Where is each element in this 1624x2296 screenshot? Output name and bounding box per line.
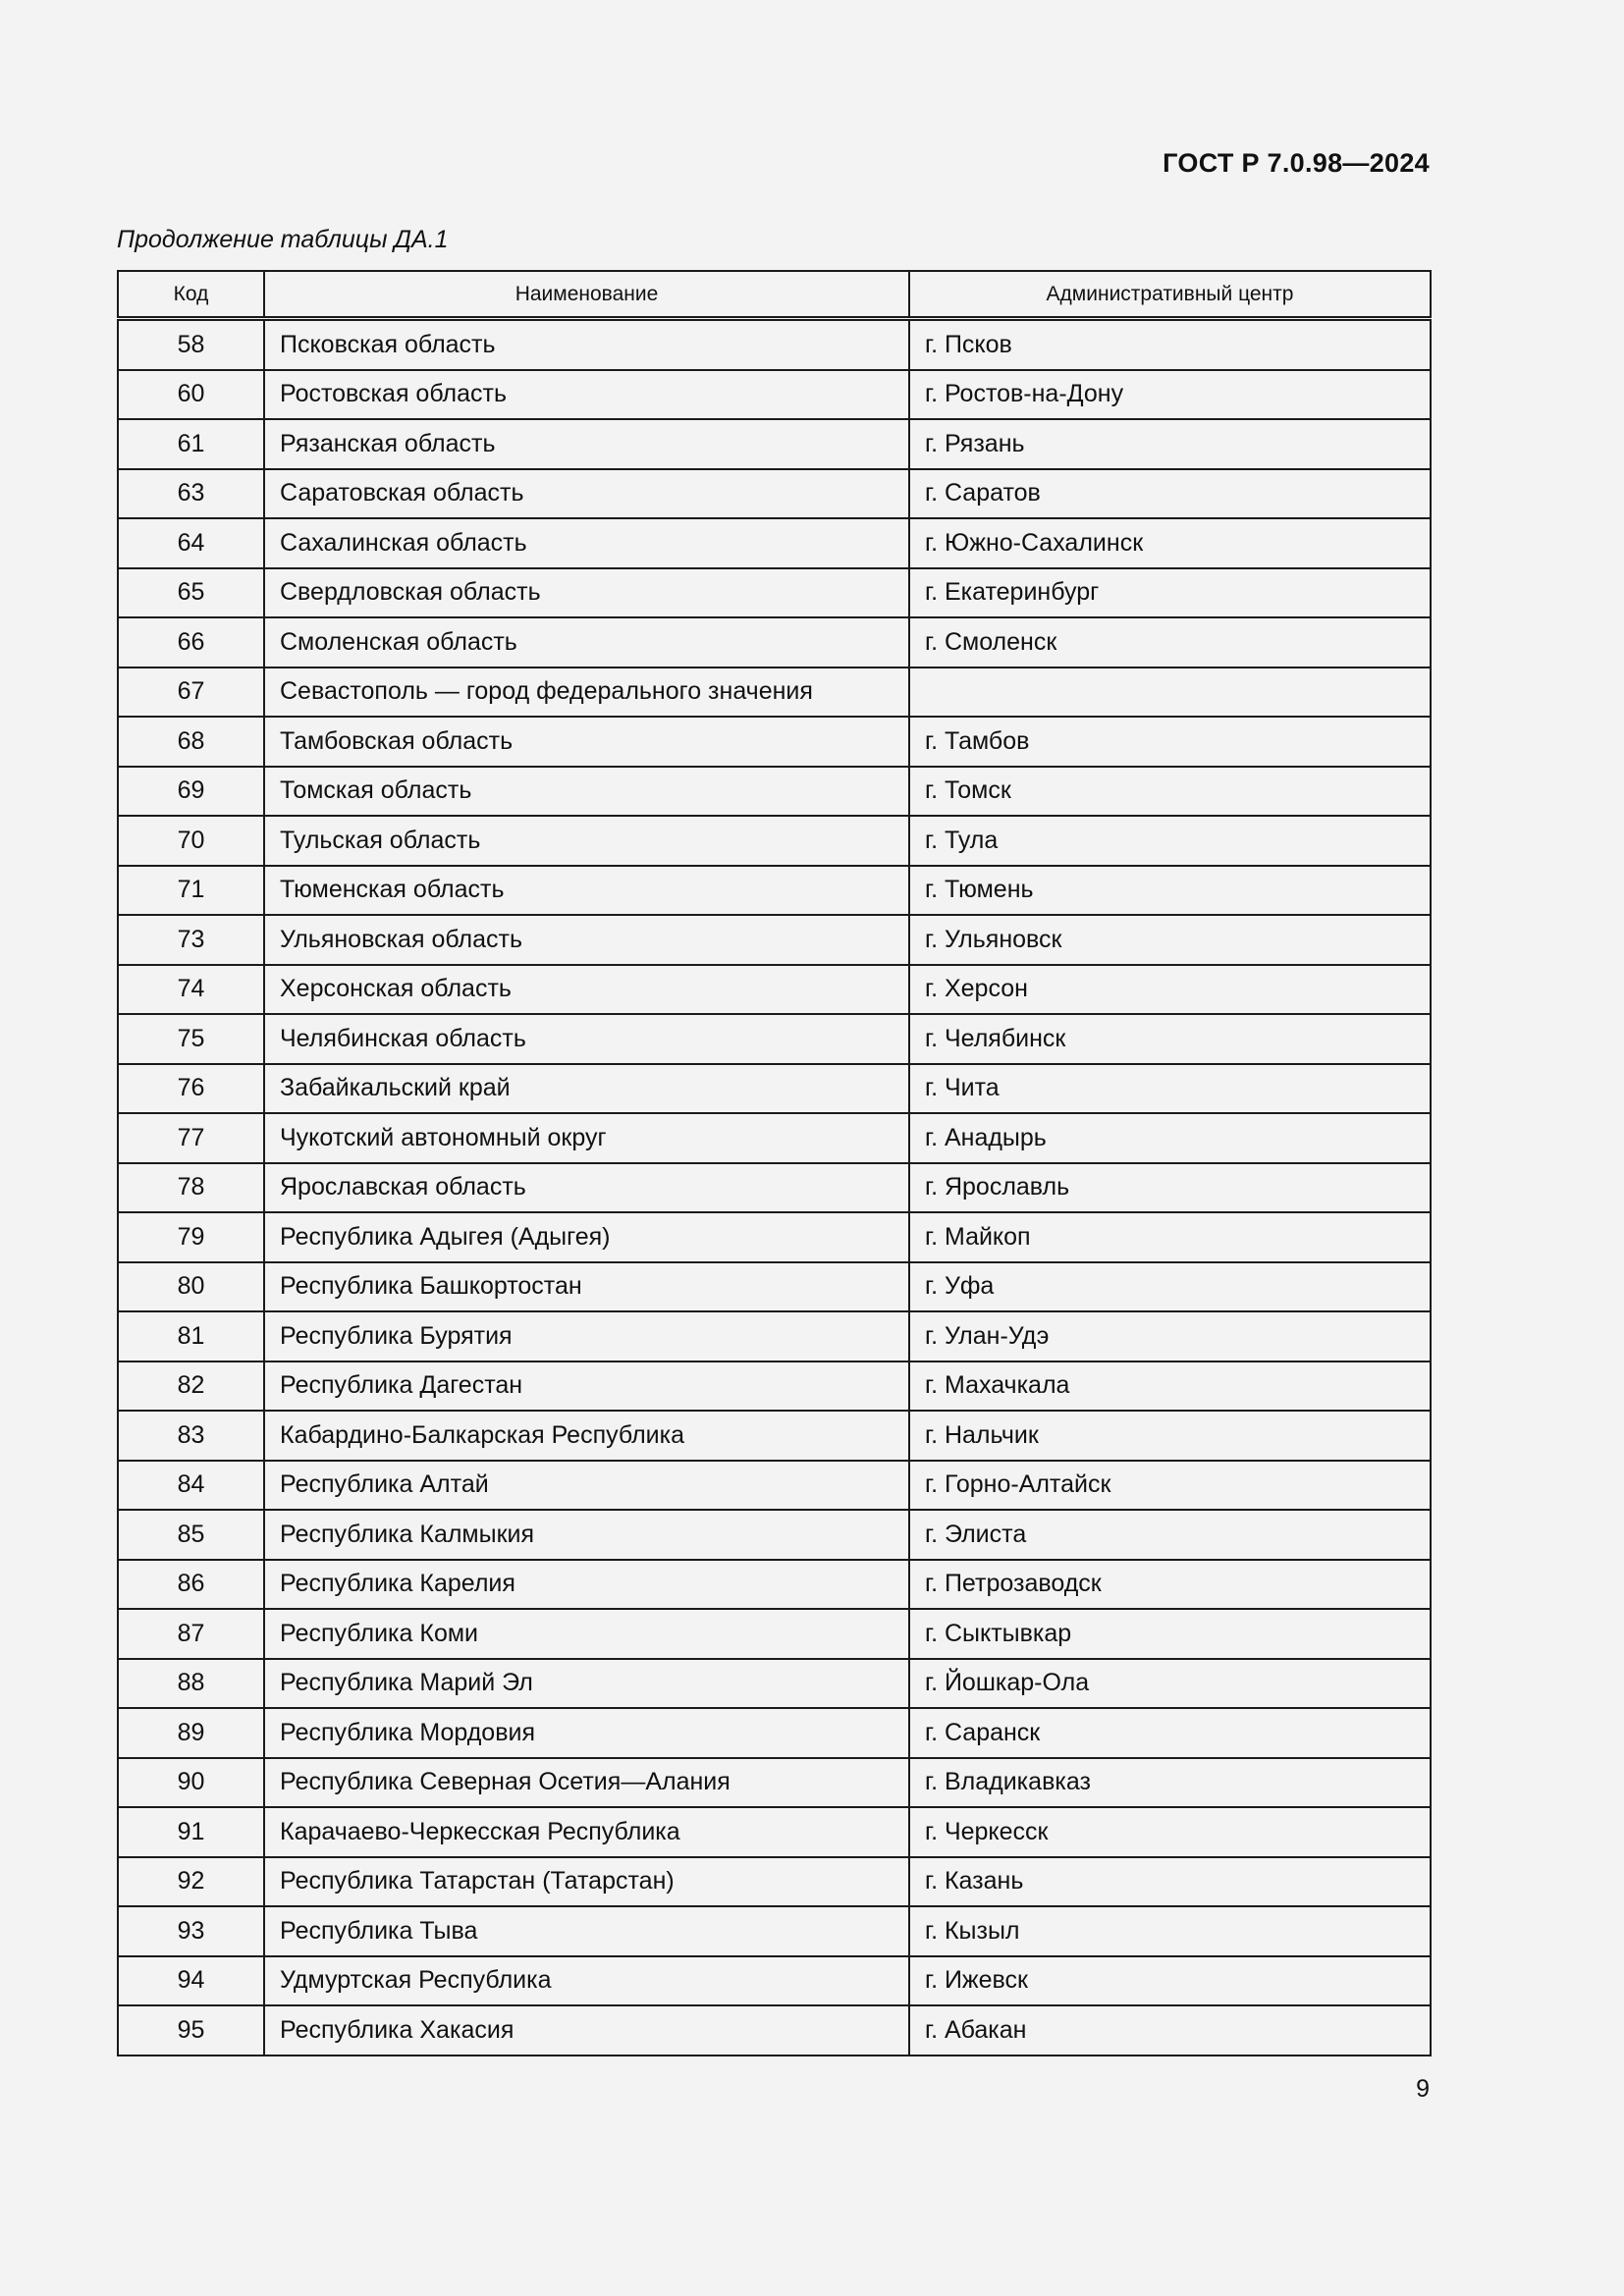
cell-name: Республика Алтай — [264, 1461, 909, 1511]
cell-code: 67 — [118, 667, 264, 718]
cell-name: Республика Башкортостан — [264, 1262, 909, 1312]
cell-code: 58 — [118, 319, 264, 370]
cell-center: г. Улан-Удэ — [909, 1311, 1431, 1362]
table-row — [118, 717, 1431, 767]
cell-name: Республика Калмыкия — [264, 1510, 909, 1560]
table-row — [118, 2005, 1431, 2056]
cell-name: Сахалинская область — [264, 518, 909, 568]
cell-code: 94 — [118, 1956, 264, 2006]
table-row — [118, 1362, 1431, 1412]
cell-center: г. Псков — [909, 319, 1431, 370]
cell-center — [909, 667, 1431, 718]
cell-center: г. Нальчик — [909, 1411, 1431, 1461]
cell-center: г. Южно-Сахалинск — [909, 518, 1431, 568]
cell-name: Тюменская область — [264, 866, 909, 916]
cell-center: г. Тула — [909, 816, 1431, 866]
cell-name: Севастополь — город федерального значения — [264, 667, 909, 718]
cell-name: Томская область — [264, 767, 909, 817]
cell-code: 70 — [118, 816, 264, 866]
cell-center: г. Казань — [909, 1857, 1431, 1907]
cell-code: 86 — [118, 1560, 264, 1610]
table-row — [118, 1708, 1431, 1758]
table-row — [118, 667, 1431, 718]
cell-center: г. Горно-Алтайск — [909, 1461, 1431, 1511]
cell-code: 78 — [118, 1163, 264, 1213]
cell-code: 74 — [118, 965, 264, 1015]
table-row — [118, 568, 1431, 618]
table-row — [118, 518, 1431, 568]
cell-name: Чукотский автономный округ — [264, 1113, 909, 1163]
cell-center: г. Томск — [909, 767, 1431, 817]
table-row — [118, 370, 1431, 420]
cell-center: г. Челябинск — [909, 1014, 1431, 1064]
cell-name: Псковская область — [264, 319, 909, 370]
table-row — [118, 1807, 1431, 1857]
table-row — [118, 1857, 1431, 1907]
cell-code: 95 — [118, 2005, 264, 2056]
cell-code: 61 — [118, 419, 264, 469]
cell-center: г. Махачкала — [909, 1362, 1431, 1412]
regions-table — [117, 270, 1432, 2056]
cell-code: 60 — [118, 370, 264, 420]
cell-code: 82 — [118, 1362, 264, 1412]
cell-code: 65 — [118, 568, 264, 618]
table-row — [118, 469, 1431, 519]
cell-code: 73 — [118, 915, 264, 965]
cell-name: Республика Хакасия — [264, 2005, 909, 2056]
table-row — [118, 617, 1431, 667]
cell-center: г. Сыктывкар — [909, 1609, 1431, 1659]
table-caption: Продолжение таблицы ДА.1 — [117, 226, 449, 253]
cell-name: Херсонская область — [264, 965, 909, 1015]
cell-code: 93 — [118, 1906, 264, 1956]
cell-center: г. Херсон — [909, 965, 1431, 1015]
cell-center: г. Чита — [909, 1064, 1431, 1114]
cell-name: Саратовская область — [264, 469, 909, 519]
table-row — [118, 1311, 1431, 1362]
cell-name: Смоленская область — [264, 617, 909, 667]
cell-center: г. Майкоп — [909, 1212, 1431, 1262]
cell-code: 89 — [118, 1708, 264, 1758]
table-row — [118, 1510, 1431, 1560]
cell-code: 79 — [118, 1212, 264, 1262]
cell-code: 68 — [118, 717, 264, 767]
cell-name: Республика Тыва — [264, 1906, 909, 1956]
cell-code: 85 — [118, 1510, 264, 1560]
table-row — [118, 965, 1431, 1015]
cell-center: г. Тюмень — [909, 866, 1431, 916]
table-row — [118, 1212, 1431, 1262]
cell-name: Челябинская область — [264, 1014, 909, 1064]
page-number: 9 — [1416, 2075, 1430, 2103]
cell-name: Республика Карелия — [264, 1560, 909, 1610]
cell-center: г. Ульяновск — [909, 915, 1431, 965]
cell-code: 92 — [118, 1857, 264, 1907]
cell-name: Республика Дагестан — [264, 1362, 909, 1412]
column-header-name: Наименование — [264, 271, 909, 319]
cell-name: Республика Марий Эл — [264, 1659, 909, 1709]
cell-name: Карачаево-Черкесская Республика — [264, 1807, 909, 1857]
cell-name: Рязанская область — [264, 419, 909, 469]
cell-center: г. Рязань — [909, 419, 1431, 469]
cell-name: Тульская область — [264, 816, 909, 866]
cell-code: 90 — [118, 1758, 264, 1808]
cell-name: Тамбовская область — [264, 717, 909, 767]
cell-code: 83 — [118, 1411, 264, 1461]
table-row — [118, 1064, 1431, 1114]
cell-center: г. Черкесск — [909, 1807, 1431, 1857]
cell-center: г. Саратов — [909, 469, 1431, 519]
table-row — [118, 1262, 1431, 1312]
cell-name: Ростовская область — [264, 370, 909, 420]
cell-code: 69 — [118, 767, 264, 817]
column-header-code: Код — [118, 271, 264, 319]
table-row — [118, 1014, 1431, 1064]
cell-code: 80 — [118, 1262, 264, 1312]
cell-code: 87 — [118, 1609, 264, 1659]
cell-name: Ярославская область — [264, 1163, 909, 1213]
cell-code: 77 — [118, 1113, 264, 1163]
table-row — [118, 319, 1431, 370]
table-row — [118, 816, 1431, 866]
cell-center: г. Тамбов — [909, 717, 1431, 767]
table-row — [118, 1906, 1431, 1956]
table-row — [118, 915, 1431, 965]
table-row — [118, 1163, 1431, 1213]
table-body — [118, 319, 1431, 2056]
cell-center: г. Кызыл — [909, 1906, 1431, 1956]
column-header-center: Административный центр — [909, 271, 1431, 319]
table-row — [118, 1560, 1431, 1610]
table-row — [118, 767, 1431, 817]
table-row — [118, 1411, 1431, 1461]
cell-name: Республика Адыгея (Адыгея) — [264, 1212, 909, 1262]
cell-code: 76 — [118, 1064, 264, 1114]
cell-name: Забайкальский край — [264, 1064, 909, 1114]
cell-name: Свердловская область — [264, 568, 909, 618]
table-row — [118, 1659, 1431, 1709]
table-row — [118, 1113, 1431, 1163]
cell-center: г. Петрозаводск — [909, 1560, 1431, 1610]
cell-center: г. Анадырь — [909, 1113, 1431, 1163]
cell-code: 66 — [118, 617, 264, 667]
cell-code: 84 — [118, 1461, 264, 1511]
table-row — [118, 1956, 1431, 2006]
cell-code: 91 — [118, 1807, 264, 1857]
cell-name: Республика Северная Осетия—Алания — [264, 1758, 909, 1808]
cell-code: 81 — [118, 1311, 264, 1362]
cell-center: г. Уфа — [909, 1262, 1431, 1312]
cell-code: 63 — [118, 469, 264, 519]
cell-code: 71 — [118, 866, 264, 916]
cell-name: Республика Бурятия — [264, 1311, 909, 1362]
cell-center: г. Екатеринбург — [909, 568, 1431, 618]
cell-center: г. Саранск — [909, 1708, 1431, 1758]
cell-name: Республика Мордовия — [264, 1708, 909, 1758]
document-code: ГОСТ Р 7.0.98—2024 — [1163, 148, 1430, 178]
cell-center: г. Элиста — [909, 1510, 1431, 1560]
table-row — [118, 1758, 1431, 1808]
table-row — [118, 1461, 1431, 1511]
cell-code: 64 — [118, 518, 264, 568]
cell-name: Ульяновская область — [264, 915, 909, 965]
cell-center: г. Владикавказ — [909, 1758, 1431, 1808]
table-header-row — [118, 271, 1431, 319]
cell-name: Республика Коми — [264, 1609, 909, 1659]
cell-center: г. Ростов-на-Дону — [909, 370, 1431, 420]
cell-name: Кабардино-Балкарская Республика — [264, 1411, 909, 1461]
cell-code: 88 — [118, 1659, 264, 1709]
cell-center: г. Йошкар-Ола — [909, 1659, 1431, 1709]
cell-center: г. Смоленск — [909, 617, 1431, 667]
table-row — [118, 1609, 1431, 1659]
table-row — [118, 419, 1431, 469]
cell-name: Республика Татарстан (Татарстан) — [264, 1857, 909, 1907]
table-row — [118, 866, 1431, 916]
cell-center: г. Ярославль — [909, 1163, 1431, 1213]
cell-name: Удмуртская Республика — [264, 1956, 909, 2006]
cell-center: г. Абакан — [909, 2005, 1431, 2056]
cell-code: 75 — [118, 1014, 264, 1064]
cell-center: г. Ижевск — [909, 1956, 1431, 2006]
